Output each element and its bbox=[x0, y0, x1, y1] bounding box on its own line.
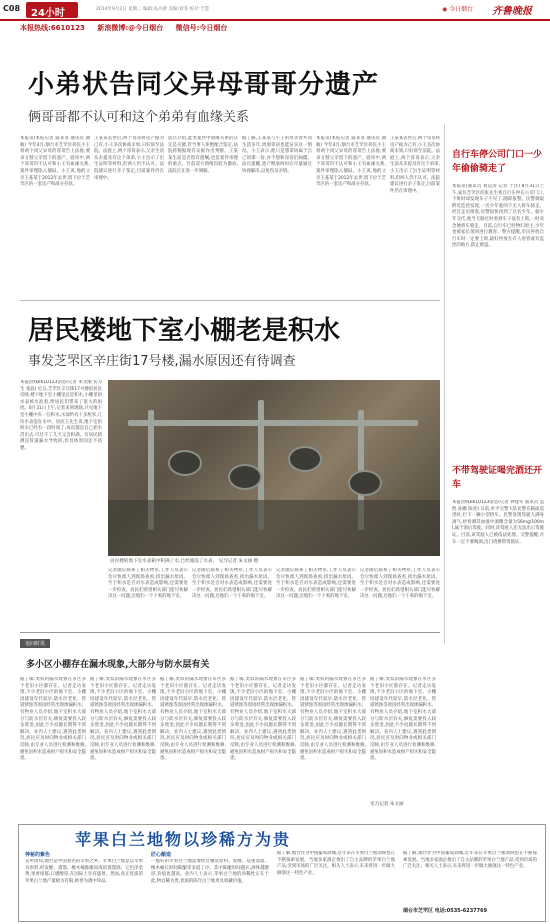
date-line: 2014年9月2日 星期二 编辑:高丹蕾 美编:刘菲 校对:于慧 bbox=[96, 7, 209, 12]
story1-col4: 据了解,王某某与小王的母亲曾共同生活多年,周围邻居也能证实这一情况。小王表示,他只是想拿回属于自己的那一份,并不想和哥哥们闹僵。法官提醒,遗产继承纠纷应尽量通过协商解决,以免伤及亲情。 bbox=[242, 136, 312, 174]
story1-col5: 本报讯(本报记者 戚菲菲 通讯员 曲敏) 今年4月,烟台市芝罘区居民小王将两个同父异母的哥哥告上法庭,要求分割父亲留下的遗产。庭审中,两个哥哥均不认可和小王有血缘关系,案件审理陷入僵局。小王说,他的父亲王某某于2012年去世,留下位于芝罘区的一套房产和部分存款。 bbox=[316, 136, 386, 188]
feature-col1: 众所周知,烟台是中国著名的苹果之乡。苹果白兰地是以苹果为原料,经发酵、蒸馏、橡木桶陈酿而成的蒸馏酒。它色泽金黄,果香浓郁,口感醇厚,在国际上享有盛誉。然而,真正优质的苹果白兰地产量极为有限,被誉为酒中珍品。 bbox=[25, 859, 143, 884]
column-col6: 据了解,类似的漏水现象在市区多个老旧小区都存在。记者走访发现,不少老旧小区的地下室、小棚因建设年代较早,防水层老化、管道锈蚀等原因经常出现渗漏积水。有物业人员介绍,地下室积水大部分与防水层有关,修复需要投入较多资金,因此不少问题长期得不到解决。业内人士建议,遇到此类情况,居民应及时向物业或相关部门反映,由专业人员进行检测和维修,避免因积水造成财产损失和安全隐患。 bbox=[370, 677, 436, 762]
story2-col2: 记者随后联系了相关物业,工作人员表示会尽快派人到现场查看,找出漏水原因。至于积水是否对水表造成影响,还需要进一步检查。居民们希望相关部门能尽快解决这一问题,还他们一个干爽的地下室。 bbox=[108, 568, 188, 600]
photo-caption: 居民楼的地下室水表箱中积满了水,已经淹没了水表。 见习记者 朱文丽 摄 bbox=[110, 559, 259, 564]
story2-headline: 居民楼地下室小棚老是积水 bbox=[28, 316, 341, 346]
story2-body: 本报热线6610123消息(记者 朱文丽 实习生 张骁) 近日,芝罘区辛庄街17号楼的居民反映,楼下地下室小棚里总是积水,小棚里的水表被水泡着,给居民们带来了很大的困扰。8月31日上午,记者来到现场,只见地下室小棚中有一汪积水,水深约有十多厘米,几块水表泡在水中。居民王先生说,地下室的积水已经有一段时间了,每次都是自己把水舀出去,可过不了几天又会积满。有居民猜测是管道漏水导致的,但具体原因还不清楚。 bbox=[20, 380, 102, 451]
feature-col2-heading: 匠心酿造 bbox=[151, 852, 172, 858]
story1-col3: 法官介绍,此类案件中血缘关系的认定是关键,若当事人拒绝配合鉴定,法院将根据现有证据作出判断。王某某生前是否留有遗嘱,也是案件审理的重点。目前双方情绪均较为激动,法院正在进一步调解。 bbox=[168, 136, 238, 174]
water-meter bbox=[228, 464, 262, 490]
feature-col2: 一瓶好的苹果白兰地需要经过精选原料、发酵、双重蒸馏、橡木桶长时间陈酿等多道工序。其中陈酿时间越长,酒体越醇厚,价值也越高。业内人士表示,苹果白兰地的珍稀性正在于此,物以稀为贵,优质的陈年白兰地更具收藏价值。 bbox=[151, 859, 269, 884]
water-meter bbox=[168, 450, 202, 476]
feature-col3: 据了解,烟台作为中国葡萄酒城,近年来在苹果白兰地领域也在不断探索发展。当地多家酒企推出了自主品牌的苹果白兰地产品,受到市场的广泛关注。相关人士表示,未来将进一步做大做强这一特色产业。 bbox=[277, 851, 395, 876]
story2-col4: 记者随后联系了相关物业,工作人员表示会尽快派人到现场查看,找出漏水原因。至于积水是否对水表造成影响,还需要进一步检查。居民们希望相关部门能尽快解决这一问题,还他们一个干爽的地下室。 bbox=[276, 568, 356, 600]
feature-col1-heading: 神秘的紫色 bbox=[25, 852, 51, 858]
column-col3: 据了解,类似的漏水现象在市区多个老旧小区都存在。记者走访发现,不少老旧小区的地下室、小棚因建设年代较早,防水层老化、管道锈蚀等原因经常出现渗漏积水。有物业人员介绍,地下室积水大部分与防水层有关,修复需要投入较多资金,因此不少问题长期得不到解决。业内人士建议,遇到此类情况,居民应及时向物业或相关部门反映,由专业人员进行检测和维修,避免因积水造成财产损失和安全隐患。 bbox=[160, 677, 226, 762]
standing-water bbox=[108, 500, 440, 556]
story1-headline: 小弟状告同父异母哥哥分遗产 bbox=[28, 70, 380, 100]
feature-headline: 苹果白兰地物以珍稀方为贵 bbox=[75, 830, 292, 849]
brand-icon: ◉ bbox=[442, 6, 448, 13]
story2-subhead: 事发芝罘区辛庄街17号楼,漏水原因还有待调查 bbox=[28, 354, 296, 369]
column-col2: 据了解,类似的漏水现象在市区多个老旧小区都存在。记者走访发现,不少老旧小区的地下室、小棚因建设年代较早,防水层老化、管道锈蚀等原因经常出现渗漏积水。有物业人员介绍,地下室积水大部分与防水层有关,修复需要投入较多资金,因此不少问题长期得不到解决。业内人士建议,遇到此类情况,居民应及时向物业或相关部门反映,由专业人员进行检测和维修,避免因积水造成财产损失和安全隐患。 bbox=[90, 677, 156, 762]
sidebar1-body: 本报讯(通讯员 刘运涛 记者 于洋) 8月31日上午,家住芝罘区的张先生将自行车停在公司门口,下班时却发现车子不见了,随即报警。民警调取附近监控发现,一名少年趁四下无人将车骑走。经过走访排查,民警很快找到了这名少年。据少年交代,他当天路过时看到车子没有上锁,一时贪念便将车骑走。目前,自行车已经物归原主,少年也被家长领回进行教育。警方提醒,市民停放自行车时一定要上锁,最好停放在有人看管或有监控的地方,防止被盗。 bbox=[452, 184, 544, 249]
feature-col4: 据了解,烟台作为中国葡萄酒城,近年来在苹果白兰地领域也在不断探索发展。当地多家酒企推出了自主品牌的苹果白兰地产品,受到市场的广泛关注。相关人士表示,未来将进一步做大做强这一特色产业。 bbox=[403, 851, 537, 870]
column-reporter: 见习记者 朱文丽 bbox=[370, 802, 404, 807]
header-rule bbox=[0, 19, 550, 21]
sidebar2-headline: 不带驾驶证喝完酒还开车 bbox=[452, 466, 543, 490]
water-meter bbox=[288, 446, 322, 472]
page-code: C08 bbox=[3, 4, 21, 13]
column-col1: 据了解,类似的漏水现象在市区多个老旧小区都存在。记者走访发现,不少老旧小区的地下室、小棚因建设年代较早,防水层老化、管道锈蚀等原因经常出现渗漏积水。有物业人员介绍,地下室积水大部分与防水层有关,修复需要投入较多资金,因此不少问题长期得不到解决。业内人士建议,遇到此类情况,居民应及时向物业或相关部门反映,由专业人员进行检测和维修,避免因积水造成财产损失和安全隐患。 bbox=[20, 677, 86, 762]
column-col5: 据了解,类似的漏水现象在市区多个老旧小区都存在。记者走访发现,不少老旧小区的地下室、小棚因建设年代较早,防水层老化、管道锈蚀等原因经常出现渗漏积水。有物业人员介绍,地下室积水大部分与防水层有关,修复需要投入较多资金,因此不少问题长期得不到解决。业内人士建议,遇到此类情况,居民应及时向物业或相关部门反映,由专业人员进行检测和维修,避免因积水造成财产损失和安全隐患。 bbox=[300, 677, 366, 762]
feature-box bbox=[18, 824, 546, 922]
feature-footer: 烟台市芝罘区 电话:0535-6237769 bbox=[403, 908, 488, 914]
story1-col1: 本报讯(本报记者 戚菲菲 通讯员 曲敏) 今年4月,烟台市芝罘区居民小王将两个同父异母的哥哥告上法庭,要求分割父亲留下的遗产。庭审中,两个哥哥均不认可和小王有血缘关系,案件审理陷入僵局。小王说,他的父亲王某某于2012年去世,留下位于芝罘区的一套房产和部分存款。 bbox=[20, 136, 90, 188]
story1-col2: 王某某去世后,两个哥哥将房产据为己有,小王多次协商未果,只好诉至法院。法庭上,两个哥哥表示,父亲生前从未提及有这个弟弟,小王出示了出生证明等材料,但两人仍不认可。法院建议进行亲子鉴定,目前案件仍在审理中。 bbox=[94, 136, 164, 181]
hotline-label: 本报热线:6610123 bbox=[20, 24, 85, 32]
sidebar2-body: 本报热线6610123消息(记者 钟建军 通讯员 孟凯 孙鹏 陈亮) 日前,牟平交警大队民警在路面巡逻时,拦下一辆小型轿车。民警发现驾驶人满身酒气,经检测其血液中酒精含量为56mg/100ml,属于酒后驾驶。同时,该驾驶人还无法出示驾驶证。目前,该驾驶人已被依法处理。交警提醒,开车一定不要喝酒,出门请携带驾驶证。 bbox=[452, 500, 544, 545]
section-tab bbox=[26, 2, 78, 18]
page-header bbox=[0, 0, 550, 30]
column-box bbox=[20, 632, 440, 817]
story2-col3: 记者随后联系了相关物业,工作人员表示会尽快派人到现场查看,找出漏水原因。至于积水是否对水表造成影响,还需要进一步检查。居民们希望相关部门能尽快解决这一问题,还他们一个干爽的地下室。 bbox=[192, 568, 272, 600]
sidebar1-headline: 自行车停公司门口一少年偷偷骑走了 bbox=[452, 150, 543, 174]
hotline-row bbox=[20, 23, 227, 33]
column-col4: 据了解,类似的漏水现象在市区多个老旧小区都存在。记者走访发现,不少老旧小区的地下室、小棚因建设年代较早,防水层老化、管道锈蚀等原因经常出现渗漏积水。有物业人员介绍,地下室积水大部分与防水层有关,修复需要投入较多资金,因此不少问题长期得不到解决。业内人士建议,遇到此类情况,居民应及时向物业或相关部门反映,由专业人员进行检测和维修,避免因积水造成财产损失和安全隐患。 bbox=[230, 677, 296, 762]
story-divider bbox=[20, 300, 440, 301]
story1-col6: 王某某去世后,两个哥哥将房产据为己有,小王多次协商未果,只好诉至法院。法庭上,两个哥哥表示,父亲生前从未提及有这个弟弟,小王出示了出生证明等材料,但两人仍不认可。法院建议进行亲子鉴定,目前案件仍在审理中。 bbox=[390, 136, 440, 194]
column-label-text: 追问时讯 bbox=[25, 641, 46, 647]
wechat-label: 微信号:今日烟台 bbox=[175, 24, 228, 32]
brand-text: 今日烟台 bbox=[449, 6, 474, 13]
water-meter-photo bbox=[108, 380, 440, 556]
pipe bbox=[128, 420, 418, 426]
column-divider bbox=[444, 124, 445, 644]
column-headline: 多小区小棚存在漏水现象,大部分与防水层有关 bbox=[26, 660, 210, 670]
brand-name bbox=[442, 4, 473, 13]
water-meter bbox=[348, 470, 382, 496]
weibo-label: 新浪微博:@今日烟台 bbox=[97, 24, 164, 32]
section-label: 24小时 bbox=[31, 8, 65, 19]
story2-col5: 记者随后联系了相关物业,工作人员表示会尽快派人到现场查看,找出漏水原因。至于积水是否对水表造成影响,还需要进一步检查。居民们希望相关部门能尽快解决这一问题,还他们一个干爽的地下室。 bbox=[360, 568, 440, 600]
story1-subhead: 俩哥哥都不认可和这个弟弟有血缘关系 bbox=[28, 110, 250, 125]
column-label bbox=[20, 639, 50, 648]
brand-logo: 齐鲁晚报 bbox=[492, 6, 532, 17]
